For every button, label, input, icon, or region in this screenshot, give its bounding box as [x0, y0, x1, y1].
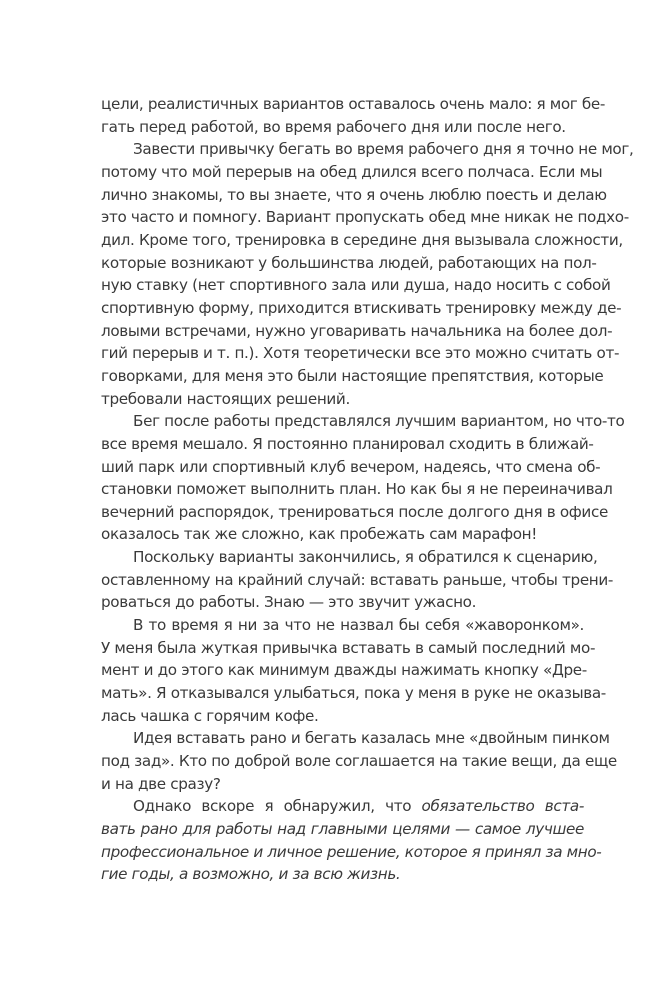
line-text: и на две сразу?	[101, 774, 221, 793]
text-line	[101, 727, 610, 750]
text-line	[101, 297, 622, 320]
emphasized-text: обязательство вста-	[421, 797, 584, 816]
text-line	[101, 138, 634, 161]
text-line	[101, 93, 606, 116]
emphasized-text: гие годы, а возможно, и за всю жизнь.	[101, 865, 401, 884]
text-line	[101, 320, 613, 343]
line-text: В то время я ни за что не назвал бы себя «жаворонком».	[133, 616, 584, 635]
line-text: Бег после работы представлялся лучшим вариантом, но что-то	[133, 412, 625, 431]
line-text: У меня была жуткая привычка вставать в самый последний мо-	[101, 638, 596, 657]
text-line	[101, 274, 611, 297]
book-page-text	[101, 93, 634, 886]
text-line	[101, 478, 613, 501]
line-text: Завести привычку бегать во время рабочего дня я точно не мог,	[133, 140, 634, 159]
line-text: потому что мой перерыв на обед длился всего полчаса. Если мы	[101, 162, 603, 181]
text-line	[101, 841, 602, 864]
line-text: Идея вставать рано и бегать казалась мне «двойным пинком	[133, 729, 610, 748]
line-text: ший парк или спортивный клуб вечером, надеясь, что смена об-	[101, 457, 601, 476]
text-line	[101, 433, 594, 456]
line-text: становки поможет выполнить план. Но как бы я не переиначивал	[101, 480, 613, 499]
text-line	[101, 523, 584, 546]
text-line	[101, 614, 584, 637]
line-text: цели, реалистичных вариантов оставалось очень мало: я мог бе-	[101, 95, 606, 113]
text-line	[101, 388, 584, 411]
text-line	[101, 682, 606, 705]
text-line	[101, 116, 584, 139]
line-text: лично знакомы, то вы знаете, что я очень люблю поесть и делаю	[101, 185, 607, 204]
text-line	[101, 795, 584, 818]
text-line	[101, 342, 620, 365]
text-line	[101, 229, 623, 252]
line-text: Однако вскоре я обнаружил, что	[133, 797, 422, 816]
line-text: это часто и помногу. Вариант пропускать обед мне никак не подхо-	[101, 208, 629, 227]
line-text: говорками, для меня это были настоящие препятствия, которые	[101, 366, 604, 385]
paragraph	[101, 546, 614, 614]
line-text: оставленному на крайний случай: вставать раньше, чтобы трени-	[101, 570, 614, 589]
text-line	[101, 818, 584, 841]
text-line	[101, 456, 601, 479]
line-text: дил. Кроме того, тренировка в середине дня вызывала сложности,	[101, 230, 623, 249]
text-line	[101, 569, 614, 592]
text-line	[101, 659, 587, 682]
paragraph	[101, 795, 602, 886]
line-text: мент и до этого как минимум дважды нажимать кнопку «Дре-	[101, 661, 587, 680]
text-line	[101, 705, 584, 728]
paragraph	[101, 93, 606, 138]
text-line	[101, 750, 617, 773]
line-text: гать перед работой, во время рабочего дня или после него.	[101, 117, 566, 136]
text-line	[101, 161, 603, 184]
line-text: все время мешало. Я постоянно планировал сходить в ближай-	[101, 434, 594, 453]
text-line	[101, 591, 584, 614]
paragraph	[101, 614, 606, 727]
paragraph	[101, 727, 617, 795]
line-text: мать». Я отказывался улыбаться, пока у меня в руке не оказыва-	[101, 684, 606, 703]
text-line	[101, 184, 607, 207]
text-line	[101, 252, 597, 275]
line-text: под зад». Кто по доброй воле соглашается на такие вещи, да еще	[101, 752, 617, 771]
line-text: оказалось так же сложно, как пробежать сам марафон!	[101, 525, 537, 544]
text-line	[101, 773, 584, 796]
line-text: вечерний распорядок, тренироваться после долгого дня в офисе	[101, 502, 608, 521]
text-line	[101, 365, 604, 388]
emphasized-text: профессиональное и личное решение, которое я принял за мно-	[101, 842, 602, 861]
line-text: гий перерыв и т. п.). Хотя теоретически все это можно считать от-	[101, 344, 620, 363]
line-text: спортивную форму, приходится втискивать тренировку между де-	[101, 298, 622, 317]
line-text: роваться до работы. Знаю — это звучит ужасно.	[101, 593, 477, 612]
line-text: ловыми встречами, нужно уговаривать начальника на более дол-	[101, 321, 613, 340]
text-line	[101, 501, 608, 524]
text-line	[101, 410, 625, 433]
paragraph	[101, 138, 634, 410]
text-line	[101, 637, 596, 660]
text-line	[101, 546, 598, 569]
text-line	[101, 206, 629, 229]
line-text: Поскольку варианты закончились, я обратился к сценарию,	[133, 548, 598, 567]
line-text: требовали настоящих решений.	[101, 389, 350, 408]
emphasized-text: вать рано для работы над главными целями — самое лучшее	[101, 820, 584, 838]
paragraph	[101, 410, 625, 546]
line-text: лась чашка с горячим кофе.	[101, 706, 319, 725]
text-line	[101, 863, 584, 886]
line-text: которые возникают у большинства людей, работающих на пол-	[101, 253, 597, 272]
line-text: ную ставку (нет спортивного зала или душа, надо носить с собой	[101, 276, 611, 295]
